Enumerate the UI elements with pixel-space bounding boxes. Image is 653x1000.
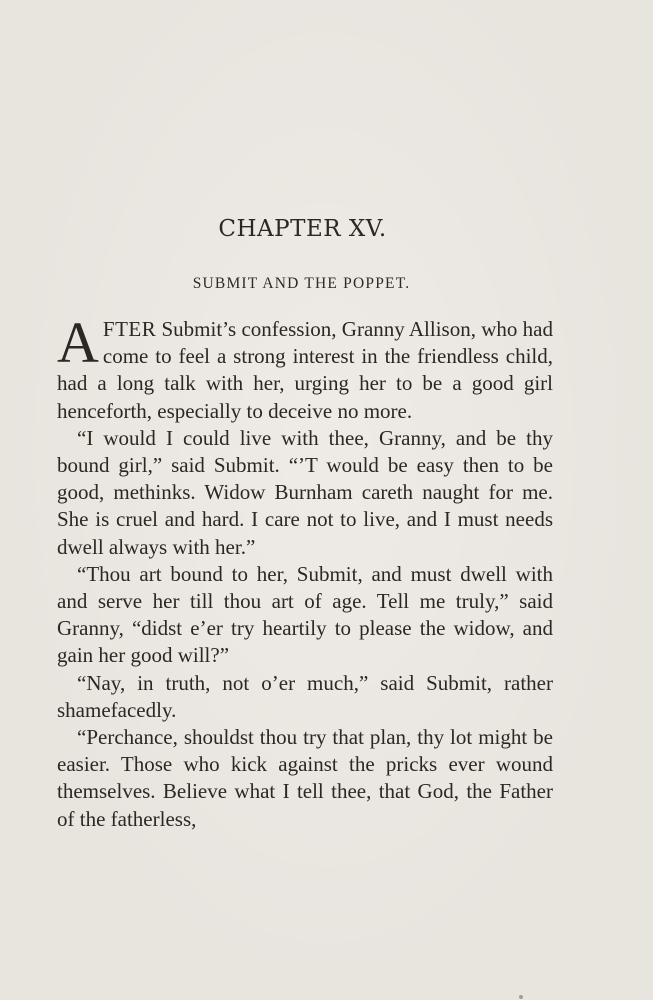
paragraph-3: “Thou art bound to her, Submit, and must dwell with and serve her till thou art of age. Tell me truly,” said Granny, “didst e’er try heartily to please the widow, and gain her good will?” xyxy=(57,561,553,668)
chapter-title: CHAPTER XV. xyxy=(218,216,387,242)
body-text xyxy=(57,310,553,833)
paragraph-5: “Perchance, shouldst thou try that plan, thy lot might be easier. Those who kick against the pricks ever wound themselves. Believe what I tell thee, that God, the Father of the fatherless, xyxy=(57,725,553,831)
first-word-rest: FTER xyxy=(102,317,157,341)
drop-cap: A xyxy=(57,310,99,375)
paragraph-1 xyxy=(57,310,553,425)
paragraph-2: “I would I could live with thee, Granny, and be thy bound girl,” said Submit. “’T would be easy then to be good, methinks. Widow Burnham careth naught for me. She is cruel and hard. I care not to live, and I must needs dwell always with her.” xyxy=(57,425,553,559)
paper-spot xyxy=(519,995,523,999)
paragraph-4: “Nay, in truth, not o’er much,” said Submit, rather shamefacedly. xyxy=(57,670,553,722)
chapter-subtitle: SUBMIT AND THE POPPET. xyxy=(192,275,411,292)
paragraph-1-text: Submit’s confession, Granny Allison, who had come to feel a strong interest in the friendless child, had a long talk with her, urging her to be a good girl henceforth, especially to deceive no more. xyxy=(57,317,553,423)
